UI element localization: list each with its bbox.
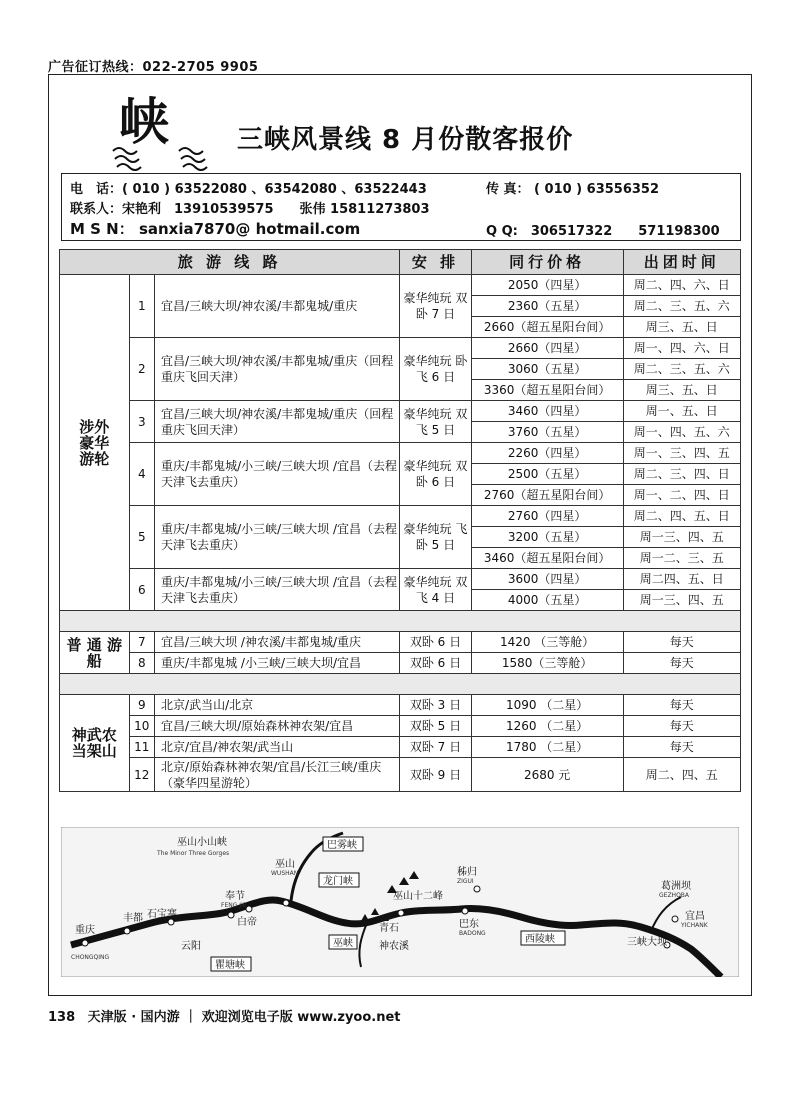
route-number: 1 xyxy=(129,275,155,338)
departure-cell: 周一、三、四、五 xyxy=(623,443,740,464)
route-text: 宜昌/三峡大坝/神农溪/丰都鬼城/重庆（回程重庆飞回天津） xyxy=(155,338,400,401)
departure-cell: 周二、四、六、日 xyxy=(623,275,740,296)
price-cell: 1420 （三等舱） xyxy=(471,632,623,653)
header-price: 同行价格 xyxy=(471,250,623,275)
route-plan: 双卧 7 日 xyxy=(400,737,471,758)
contact-person-line: 联系人：宋艳利 13910539575 张伟 15811273803 xyxy=(70,202,430,217)
page-title: 三峡风景线 8 月份散客报价 xyxy=(237,125,574,155)
departure-cell: 周一、四、五、六 xyxy=(623,422,740,443)
route-text: 北京/原始森林神农架/宜昌/长江三峡/重庆（豪华四星游轮） xyxy=(155,758,400,792)
route-plan: 双卧 6 日 xyxy=(400,632,471,653)
route-text: 宜昌/三峡大坝/神农溪/丰都鬼城/重庆 xyxy=(155,275,400,338)
departure-cell: 周二、三、四、日 xyxy=(623,464,740,485)
departure-cell: 周一二、三、五 xyxy=(623,548,740,569)
route-text: 北京/宜昌/神农架/武当山 xyxy=(155,737,400,758)
price-cell: 2360（五星） xyxy=(471,296,623,317)
price-cell: 3760（五星） xyxy=(471,422,623,443)
header-plan: 安 排 xyxy=(400,250,471,275)
price-sheet xyxy=(48,74,752,996)
price-cell: 3060（五星） xyxy=(471,359,623,380)
map-label-en: WUSHAN xyxy=(271,870,299,877)
route-number: 12 xyxy=(129,758,155,792)
route-plan: 豪华纯玩 飞卧 5 日 xyxy=(400,506,471,569)
price-cell: 2660（四星） xyxy=(471,338,623,359)
category-ordinary-boat: 普 通 游 船 xyxy=(60,632,130,674)
map-label-en: YICHANK xyxy=(681,922,708,929)
map-label: 龙门峡 xyxy=(323,876,353,887)
route-number: 6 xyxy=(129,569,155,611)
departure-cell: 每天 xyxy=(623,716,740,737)
route-plan: 豪华纯玩 卧飞 6 日 xyxy=(400,338,471,401)
price-cell: 4000（五星） xyxy=(471,590,623,611)
page-footer xyxy=(48,1006,401,1025)
departure-cell: 周一、四、六、日 xyxy=(623,338,740,359)
price-cell: 3200（五星） xyxy=(471,527,623,548)
map-label: 白帝 xyxy=(237,917,257,928)
departure-cell: 周二、三、五、六 xyxy=(623,359,740,380)
route-plan: 豪华纯玩 双卧 6 日 xyxy=(400,443,471,506)
category-shennongjia-wudang: 神武农当架山 xyxy=(60,695,130,792)
map-label: 奉节 xyxy=(225,891,245,902)
map-label: 丰都 xyxy=(123,913,143,924)
price-cell: 1780 （二星） xyxy=(471,737,623,758)
price-cell: 2050（四星） xyxy=(471,275,623,296)
departure-cell: 周三、五、日 xyxy=(623,380,740,401)
departure-cell: 周一三、四、五 xyxy=(623,590,740,611)
qq-line: Q Q: 306517322 571198300 xyxy=(486,224,720,239)
price-cell: 3360（超五星阳台间） xyxy=(471,380,623,401)
footer-text: 天津版 · 国内游 ｜ 欢迎浏览电子版 www.zyoo.net xyxy=(87,1010,401,1025)
price-cell: 1090 （二星） xyxy=(471,695,623,716)
map-label: 云阳 xyxy=(181,941,201,952)
departure-cell: 周一、五、日 xyxy=(623,401,740,422)
price-cell: 1580（三等舱） xyxy=(471,653,623,674)
map-label: 秭归 xyxy=(457,867,477,878)
departure-cell: 每天 xyxy=(623,737,740,758)
price-cell: 3460（超五星阳台间） xyxy=(471,548,623,569)
header-route: 旅 游 线 路 xyxy=(60,250,400,275)
route-plan: 双卧 9 日 xyxy=(400,758,471,792)
departure-cell: 每天 xyxy=(623,632,740,653)
map-label: 西陵峡 xyxy=(525,934,555,945)
map-label-en: The Minor Three Gorges xyxy=(157,850,230,857)
map-label: 巫山十二峰 xyxy=(393,891,443,902)
route-plan: 豪华纯玩 双飞 5 日 xyxy=(400,401,471,443)
section-divider xyxy=(60,674,741,695)
logo-character: 峡 xyxy=(119,92,169,151)
route-number: 2 xyxy=(129,338,155,401)
route-plan: 双卧 6 日 xyxy=(400,653,471,674)
price-cell: 2500（五星） xyxy=(471,464,623,485)
price-cell: 2760（超五星阳台间） xyxy=(471,485,623,506)
map-label-en: BADONG xyxy=(459,930,486,937)
route-text: 宜昌/三峡大坝/原始森林神农架/宜昌 xyxy=(155,716,400,737)
route-price-table xyxy=(59,249,741,792)
three-gorges-map xyxy=(61,827,739,977)
map-label-en: FENG JIE xyxy=(221,902,247,909)
price-cell: 1260 （二星） xyxy=(471,716,623,737)
map-label: 葛洲坝 xyxy=(661,881,691,892)
route-text: 宜昌/三峡大坝/神农溪/丰都鬼城/重庆（回程重庆飞回天津） xyxy=(155,401,400,443)
map-label: 石宝寨 xyxy=(147,909,177,920)
map-label: 宜昌 xyxy=(685,911,705,922)
map-label-en: GEZHOBA xyxy=(659,892,690,899)
departure-cell: 周二四、五、日 xyxy=(623,569,740,590)
departure-cell: 周二、三、五、六 xyxy=(623,296,740,317)
phone-line: 电 话：( 010 ) 63522080 、63542080 、63522443 xyxy=(70,182,427,197)
map-label: 巫峡 xyxy=(333,938,353,949)
route-text: 重庆/丰都鬼城/小三峡/三峡大坝 /宜昌（去程天津飞去重庆） xyxy=(155,569,400,611)
departure-cell: 周一、二、四、日 xyxy=(623,485,740,506)
contact-box xyxy=(61,173,741,241)
route-plan: 豪华纯玩 双卧 7 日 xyxy=(400,275,471,338)
map-label: 三峡大坝 xyxy=(627,937,667,948)
header-departure: 出团时间 xyxy=(623,250,740,275)
price-cell: 2260（四星） xyxy=(471,443,623,464)
departure-cell: 周一三、四、五 xyxy=(623,527,740,548)
departure-cell: 周三、五、日 xyxy=(623,317,740,338)
price-cell: 2680 元 xyxy=(471,758,623,792)
departure-cell: 每天 xyxy=(623,695,740,716)
map-label-en: ZIGUI xyxy=(457,878,474,885)
price-cell: 3460（四星） xyxy=(471,401,623,422)
departure-cell: 周二、四、五 xyxy=(623,758,740,792)
price-cell: 2660（超五星阳台间） xyxy=(471,317,623,338)
route-number: 5 xyxy=(129,506,155,569)
route-text: 重庆/丰都鬼城 /小三峡/三峡大坝/宜昌 xyxy=(155,653,400,674)
price-cell: 3600（四星） xyxy=(471,569,623,590)
river-map-illustration xyxy=(61,827,739,977)
map-label: 神农溪 xyxy=(379,941,409,952)
route-text: 重庆/丰都鬼城/小三峡/三峡大坝 /宜昌（去程天津飞去重庆） xyxy=(155,443,400,506)
route-number: 10 xyxy=(129,716,155,737)
map-label: 巴雾峡 xyxy=(327,840,357,851)
map-label: 巴东 xyxy=(459,919,479,930)
route-plan: 豪华纯玩 双飞 4 日 xyxy=(400,569,471,611)
route-text: 重庆/丰都鬼城/小三峡/三峡大坝 /宜昌（去程天津飞去重庆） xyxy=(155,506,400,569)
fax-line: 传 真： ( 010 ) 63556352 xyxy=(486,182,660,197)
departure-cell: 每天 xyxy=(623,653,740,674)
map-label: 瞿塘峡 xyxy=(215,960,245,971)
route-plan: 双卧 3 日 xyxy=(400,695,471,716)
departure-cell: 周二、四、五、日 xyxy=(623,506,740,527)
route-text: 宜昌/三峡大坝 /神农溪/丰都鬼城/重庆 xyxy=(155,632,400,653)
ad-hotline: 广告征订热线：022-2705 9905 xyxy=(48,60,259,75)
map-label: 巫山 xyxy=(275,859,295,870)
route-number: 7 xyxy=(129,632,155,653)
route-plan: 双卧 5 日 xyxy=(400,716,471,737)
category-luxury-cruise: 涉外豪华游轮 xyxy=(60,275,130,611)
msn-line: M S N： sanxia7870@ hotmail.com xyxy=(70,220,361,238)
route-text: 北京/武当山/北京 xyxy=(155,695,400,716)
section-divider xyxy=(60,611,741,632)
route-number: 9 xyxy=(129,695,155,716)
map-label: 巫山小山峡 xyxy=(177,837,227,848)
map-label: 重庆 xyxy=(75,925,95,936)
page-number: 138 xyxy=(48,1010,76,1025)
price-cell: 2760（四星） xyxy=(471,506,623,527)
route-number: 8 xyxy=(129,653,155,674)
map-label-en: CHONGQING xyxy=(71,954,110,961)
map-label: 青石 xyxy=(379,923,399,934)
logo xyxy=(107,92,217,177)
route-number: 4 xyxy=(129,443,155,506)
route-number: 3 xyxy=(129,401,155,443)
route-number: 11 xyxy=(129,737,155,758)
